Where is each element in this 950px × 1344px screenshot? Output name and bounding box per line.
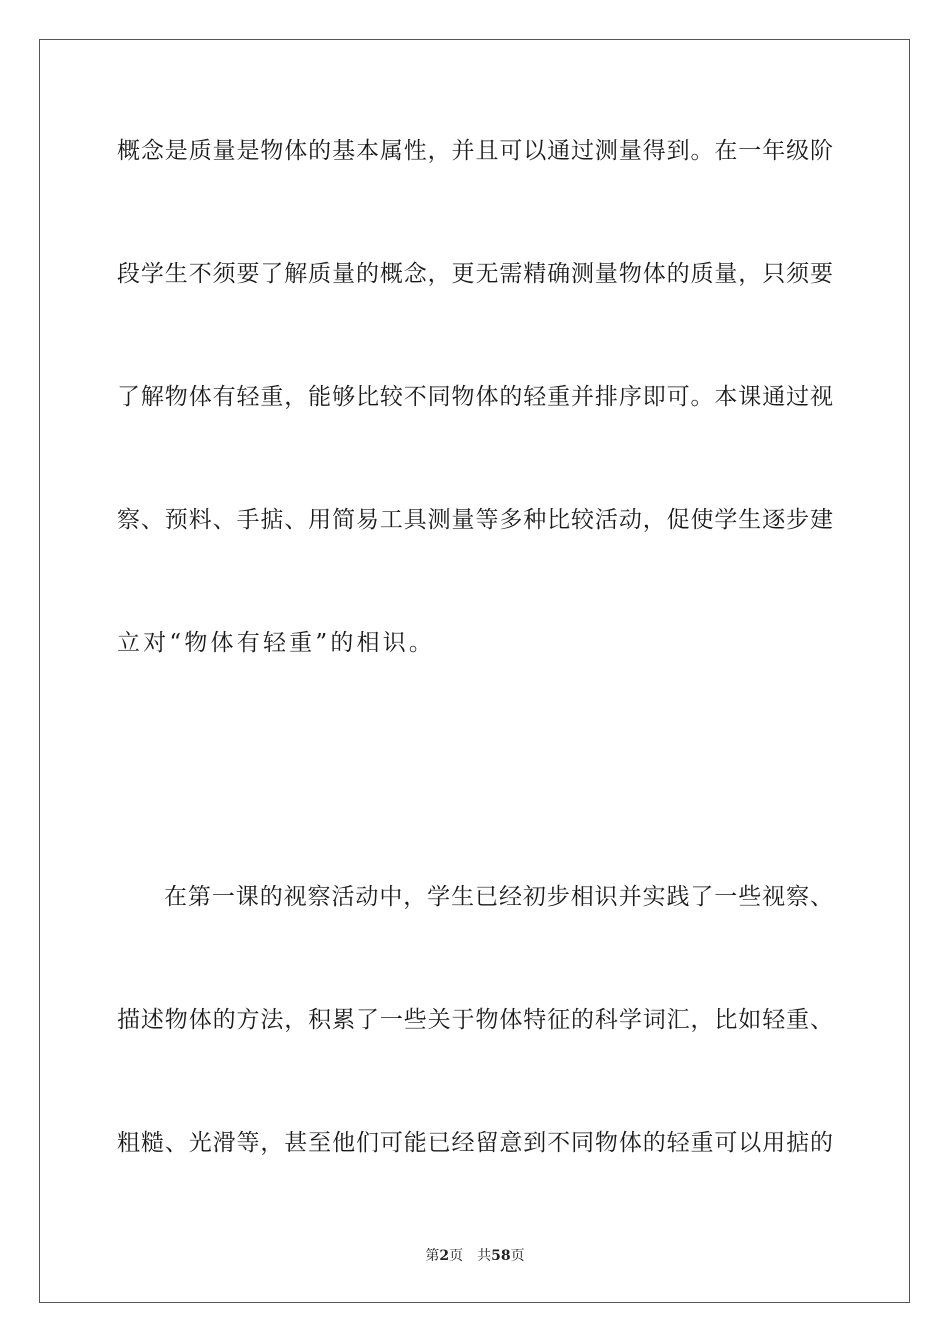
footer-prefix: 第 [425,1248,440,1264]
text-line: 在第一课的视察活动中，学生已经初步相识并实践了一些视察、 [164,884,833,910]
current-page-number: 2 [439,1248,450,1264]
text-line: 立对“物体有轻重”的相识。 [117,630,436,656]
text-line: 描述物体的方法，积累了一些关于物体特征的科学词汇，比如轻重、 [117,1007,833,1033]
text-line: 粗糙、光滑等，甚至他们可能已经留意到不同物体的轻重可以用掂的 [117,1130,833,1156]
text-line: 察、预料、手掂、用简易工具测量等多种比较活动，促使学生逐步建 [117,507,833,533]
page-border [39,39,910,1303]
footer-total-suffix: 页 [510,1248,525,1264]
text-line: 了解物体有轻重，能够比较不同物体的轻重并排序即可。本课通过视 [117,384,833,410]
footer-total-prefix: 共 [477,1248,492,1264]
text-line: 段学生不须要了解质量的概念，更无需精确测量物体的质量，只须要 [117,261,833,287]
page-footer [0,1247,950,1265]
text-line: 概念是质量是物体的基本属性，并且可以通过测量得到。在一年级阶 [117,138,833,164]
total-pages-number: 58 [491,1248,511,1264]
footer-page-suffix: 页 [449,1248,464,1264]
